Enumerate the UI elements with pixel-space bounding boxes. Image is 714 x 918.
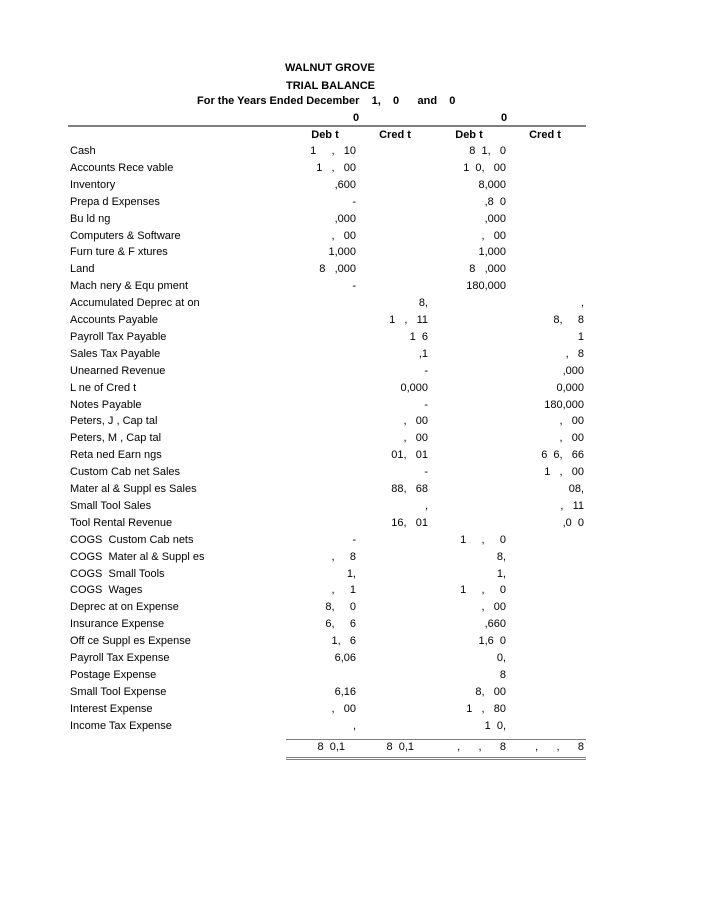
account-name: Peters, M , Cap tal bbox=[70, 432, 162, 444]
account-name: L ne of Cred t bbox=[70, 382, 137, 394]
debit-year-1-amount: 6,06 bbox=[334, 652, 356, 664]
total-debit-2: , , 8 bbox=[457, 741, 506, 753]
column-header-debit-1: Deb t bbox=[311, 129, 339, 141]
account-name: Payroll Tax Payable bbox=[70, 331, 167, 343]
account-name: Sales Tax Payable bbox=[70, 348, 161, 360]
debit-year-2-amount: , 00 bbox=[481, 230, 506, 242]
account-name: Tool Rental Revenue bbox=[70, 517, 173, 529]
debit-year-2-amount: ,8 0 bbox=[484, 196, 506, 208]
debit-year-1-amount: ,000 bbox=[334, 213, 356, 225]
totals-double-rule-1 bbox=[286, 757, 586, 758]
account-name: Peters, J , Cap tal bbox=[70, 415, 158, 427]
credit-year-1-amount: ,1 bbox=[418, 348, 428, 360]
debit-year-1-amount: 8, 0 bbox=[325, 601, 356, 613]
credit-year-1-amount: 8, bbox=[418, 297, 428, 309]
credit-year-1-amount: , 00 bbox=[403, 432, 428, 444]
account-name: Small Tool Expense bbox=[70, 686, 167, 698]
totals-top-rule bbox=[286, 739, 586, 740]
account-name: Postage Expense bbox=[70, 669, 157, 681]
credit-year-2-amount: ,000 bbox=[562, 365, 584, 377]
debit-year-1-amount: 1 , 10 bbox=[310, 145, 356, 157]
account-name: Cash bbox=[70, 145, 96, 157]
debit-year-2-amount: 180,000 bbox=[466, 280, 506, 292]
debit-year-2-amount: 1,6 0 bbox=[478, 635, 506, 647]
credit-year-2-amount: ,0 0 bbox=[562, 517, 584, 529]
debit-year-2-amount: 1 0, 00 bbox=[463, 162, 506, 174]
account-name: Reta ned Earn ngs bbox=[70, 449, 162, 461]
credit-year-2-amount: 1 bbox=[577, 331, 584, 343]
debit-year-2-amount: 1 0, bbox=[484, 720, 506, 732]
debit-year-1-amount: 1,000 bbox=[328, 246, 356, 258]
debit-year-2-amount: 1, bbox=[496, 568, 506, 580]
company-name: WALNUT GROVE bbox=[285, 62, 375, 74]
account-name: Small Tool Sales bbox=[70, 500, 152, 512]
account-name: Custom Cab net Sales bbox=[70, 466, 181, 478]
credit-year-1-amount: 1 , 11 bbox=[389, 314, 428, 326]
credit-year-2-amount: 1 , 00 bbox=[544, 466, 584, 478]
debit-year-1-amount: , 8 bbox=[331, 551, 356, 563]
debit-year-2-amount: 0, bbox=[496, 652, 506, 664]
debit-year-1-amount: - bbox=[352, 534, 356, 546]
report-period: For the Years Ended December 1, 0 and 0 bbox=[197, 95, 456, 107]
debit-year-2-amount: 1 , 80 bbox=[466, 703, 506, 715]
account-name: Accumulated Deprec at on bbox=[70, 297, 200, 309]
credit-year-1-amount: 16, 01 bbox=[391, 517, 428, 529]
account-name: Mach nery & Equ pment bbox=[70, 280, 189, 292]
account-name: COGS Small Tools bbox=[70, 568, 165, 580]
credit-year-1-amount: - bbox=[424, 365, 428, 377]
credit-year-2-amount: , bbox=[580, 297, 584, 309]
debit-year-1-amount: 6, 6 bbox=[325, 618, 356, 630]
account-name: Accounts Rece vable bbox=[70, 162, 174, 174]
account-name: Insurance Expense bbox=[70, 618, 165, 630]
debit-year-2-amount: 1 , 0 bbox=[460, 534, 506, 546]
totals-double-rule-2 bbox=[286, 759, 586, 760]
column-header-credit-2: Cred t bbox=[529, 129, 561, 141]
year-1-header: 0 bbox=[353, 112, 360, 124]
debit-year-2-amount: , 00 bbox=[481, 601, 506, 613]
account-name: Interest Expense bbox=[70, 703, 153, 715]
credit-year-2-amount: , 00 bbox=[559, 415, 584, 427]
debit-year-1-amount: 1 , 00 bbox=[316, 162, 356, 174]
column-header-credit-1: Cred t bbox=[379, 129, 411, 141]
account-name: Deprec at on Expense bbox=[70, 601, 179, 613]
account-name: Bu ld ng bbox=[70, 213, 111, 225]
credit-year-2-amount: 6 6, 66 bbox=[541, 449, 584, 461]
debit-year-2-amount: 8, 00 bbox=[475, 686, 506, 698]
credit-year-2-amount: 0,000 bbox=[556, 382, 584, 394]
account-name: Income Tax Expense bbox=[70, 720, 172, 732]
credit-year-1-amount: - bbox=[424, 399, 428, 411]
credit-year-1-amount: 01, 01 bbox=[391, 449, 428, 461]
debit-year-2-amount: 8,000 bbox=[478, 179, 506, 191]
credit-year-2-amount: 8, 8 bbox=[553, 314, 584, 326]
credit-year-2-amount: 08, bbox=[568, 483, 584, 495]
credit-year-2-amount: , 8 bbox=[565, 348, 584, 360]
account-name: Off ce Suppl es Expense bbox=[70, 635, 191, 647]
debit-year-2-amount: ,660 bbox=[484, 618, 506, 630]
debit-year-1-amount: 8 ,000 bbox=[319, 263, 356, 275]
account-name: Payroll Tax Expense bbox=[70, 652, 170, 664]
credit-year-1-amount: 0,000 bbox=[400, 382, 428, 394]
debit-year-2-amount: ,000 bbox=[484, 213, 506, 225]
debit-year-2-amount: 8 bbox=[499, 669, 506, 681]
column-header-debit-2: Deb t bbox=[455, 129, 483, 141]
debit-year-1-amount: - bbox=[352, 196, 356, 208]
debit-year-1-amount: , 00 bbox=[331, 230, 356, 242]
account-name: Computers & Software bbox=[70, 230, 181, 242]
debit-year-1-amount: , 1 bbox=[331, 584, 356, 596]
header-rule bbox=[68, 125, 586, 127]
debit-year-2-amount: 8, bbox=[496, 551, 506, 563]
account-name: Accounts Payable bbox=[70, 314, 159, 326]
credit-year-1-amount: , 00 bbox=[403, 415, 428, 427]
report-title: TRIAL BALANCE bbox=[286, 80, 376, 92]
credit-year-2-amount: 180,000 bbox=[544, 399, 584, 411]
debit-year-1-amount: ,600 bbox=[334, 179, 356, 191]
debit-year-1-amount: - bbox=[352, 280, 356, 292]
account-name: Mater al & Suppl es Sales bbox=[70, 483, 197, 495]
account-name: COGS Wages bbox=[70, 584, 143, 596]
debit-year-2-amount: 8 ,000 bbox=[469, 263, 506, 275]
credit-year-2-amount: , 00 bbox=[559, 432, 584, 444]
debit-year-1-amount: 1, bbox=[346, 568, 356, 580]
account-name: Prepa d Expenses bbox=[70, 196, 160, 208]
account-name: Furn ture & F xtures bbox=[70, 246, 168, 258]
credit-year-1-amount: , bbox=[424, 500, 428, 512]
account-name: Unearned Revenue bbox=[70, 365, 166, 377]
account-name: Notes Payable bbox=[70, 399, 142, 411]
credit-year-1-amount: 1 6 bbox=[409, 331, 428, 343]
account-name: COGS Custom Cab nets bbox=[70, 534, 194, 546]
total-debit-1: 8 0,1 bbox=[317, 741, 345, 753]
debit-year-1-amount: 1, 6 bbox=[331, 635, 356, 647]
total-credit-2: , , 8 bbox=[535, 741, 584, 753]
debit-year-2-amount: 8 1, 0 bbox=[469, 145, 506, 157]
debit-year-2-amount: 1 , 0 bbox=[460, 584, 506, 596]
total-credit-1: 8 0,1 bbox=[386, 741, 414, 753]
credit-year-1-amount: - bbox=[424, 466, 428, 478]
account-name: Land bbox=[70, 263, 95, 275]
credit-year-1-amount: 88, 68 bbox=[391, 483, 428, 495]
debit-year-1-amount: 6,16 bbox=[334, 686, 356, 698]
debit-year-2-amount: 1,000 bbox=[478, 246, 506, 258]
debit-year-1-amount: , 00 bbox=[331, 703, 356, 715]
credit-year-2-amount: , 11 bbox=[560, 500, 584, 512]
debit-year-1-amount: , bbox=[352, 720, 356, 732]
account-name: Inventory bbox=[70, 179, 116, 191]
year-2-header: 0 bbox=[501, 112, 508, 124]
account-name: COGS Mater al & Suppl es bbox=[70, 551, 205, 563]
